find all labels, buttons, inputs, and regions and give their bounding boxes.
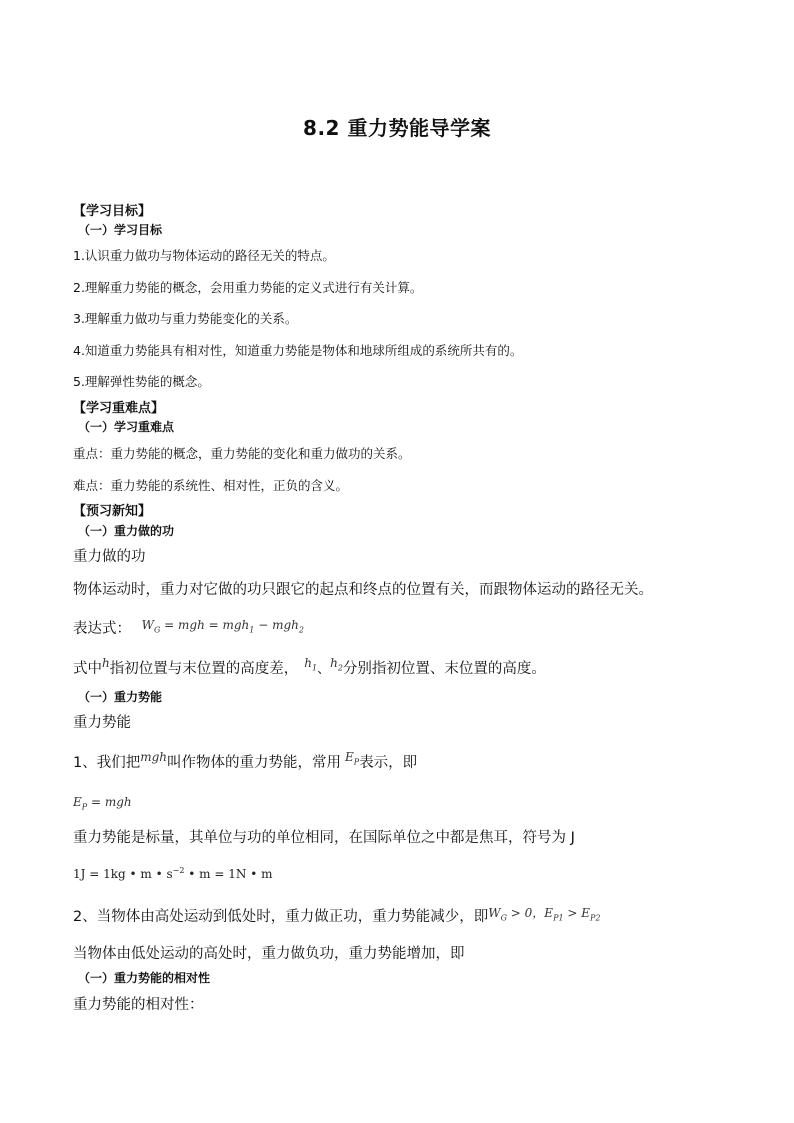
- potential-energy-definition: 1、我们把$^{mgh}$叫作物体的重力势能，常用 $^{E_P}$表示，即: [73, 750, 418, 771]
- heading-gravity-work: 重力做的功: [73, 549, 146, 565]
- expression-label: 表达式：: [73, 621, 131, 637]
- positive-work-paragraph: 2、当物体由高处运动到低处时，重力做正功，重力势能减少，即$^{W_G > 0,E_{P1} > E_{P2}}$: [73, 906, 601, 925]
- subsection-relativity: （一）重力势能的相对性: [78, 971, 211, 985]
- expression-line: [73, 617, 304, 638]
- objective-item-5: 5.理解弹性势能的概念。: [73, 374, 210, 389]
- objective-item-1: 1.认识重力做功与物体运动的路径无关的特点。: [73, 248, 335, 263]
- objective-item-4: 4.知道重力势能具有相对性，知道重力势能是物体和地球所组成的系统所共有的。: [73, 343, 523, 358]
- difficult-point-text: 难点：重力势能的系统性、相对性，正负的含义。: [73, 478, 349, 493]
- subsection-key-points: （一）学习重难点: [78, 420, 175, 434]
- page-title: 8.2 重力势能导学案: [303, 116, 491, 140]
- gravity-work-formula: WG = mgh = mgh1 − mgh2: [141, 618, 304, 635]
- negative-work-paragraph: 当物体由低处运动的高处时，重力做负功，重力势能增加，即: [73, 946, 465, 962]
- unit-formula: 1J = 1kg • m • $s^{-2}$ • m = 1N • m: [73, 866, 273, 881]
- unit-paragraph: 重力势能是标量，其单位与功的单位相同，在国际单位之中都是焦耳，符号为 J: [73, 830, 575, 846]
- subsection-potential-energy: （一）重力势能: [78, 690, 163, 704]
- key-point-text: 重点：重力势能的概念，重力势能的变化和重力做功的关系。: [73, 446, 411, 461]
- section-header-objectives: 【学习目标】: [73, 204, 152, 219]
- objective-item-2: 2.理解重力势能的概念，会用重力势能的定义式进行有关计算。: [73, 280, 423, 295]
- heading-potential-energy: 重力势能: [73, 715, 131, 731]
- subsection-gravity-work: （一）重力做的功: [78, 524, 175, 538]
- height-explanation: 式中$^h$指初位置与末位置的高度差， $^{h_1}$、$^{h_2}$分别指初位置、末位置的高度。: [73, 656, 546, 677]
- section-header-preview: 【预习新知】: [73, 504, 152, 519]
- potential-energy-formula: $E_P$ = mgh: [73, 795, 132, 812]
- objective-item-3: 3.理解重力做功与重力势能变化的关系。: [73, 311, 298, 326]
- heading-relativity: 重力势能的相对性：: [73, 997, 204, 1013]
- section-header-key-points: 【学习重难点】: [73, 401, 165, 416]
- subsection-objectives: （一）学习目标: [78, 223, 163, 237]
- paragraph-gravity-work: 物体运动时，重力对它做的功只跟它的起点和终点的位置有关，而跟物体运动的路径无关。: [73, 582, 653, 598]
